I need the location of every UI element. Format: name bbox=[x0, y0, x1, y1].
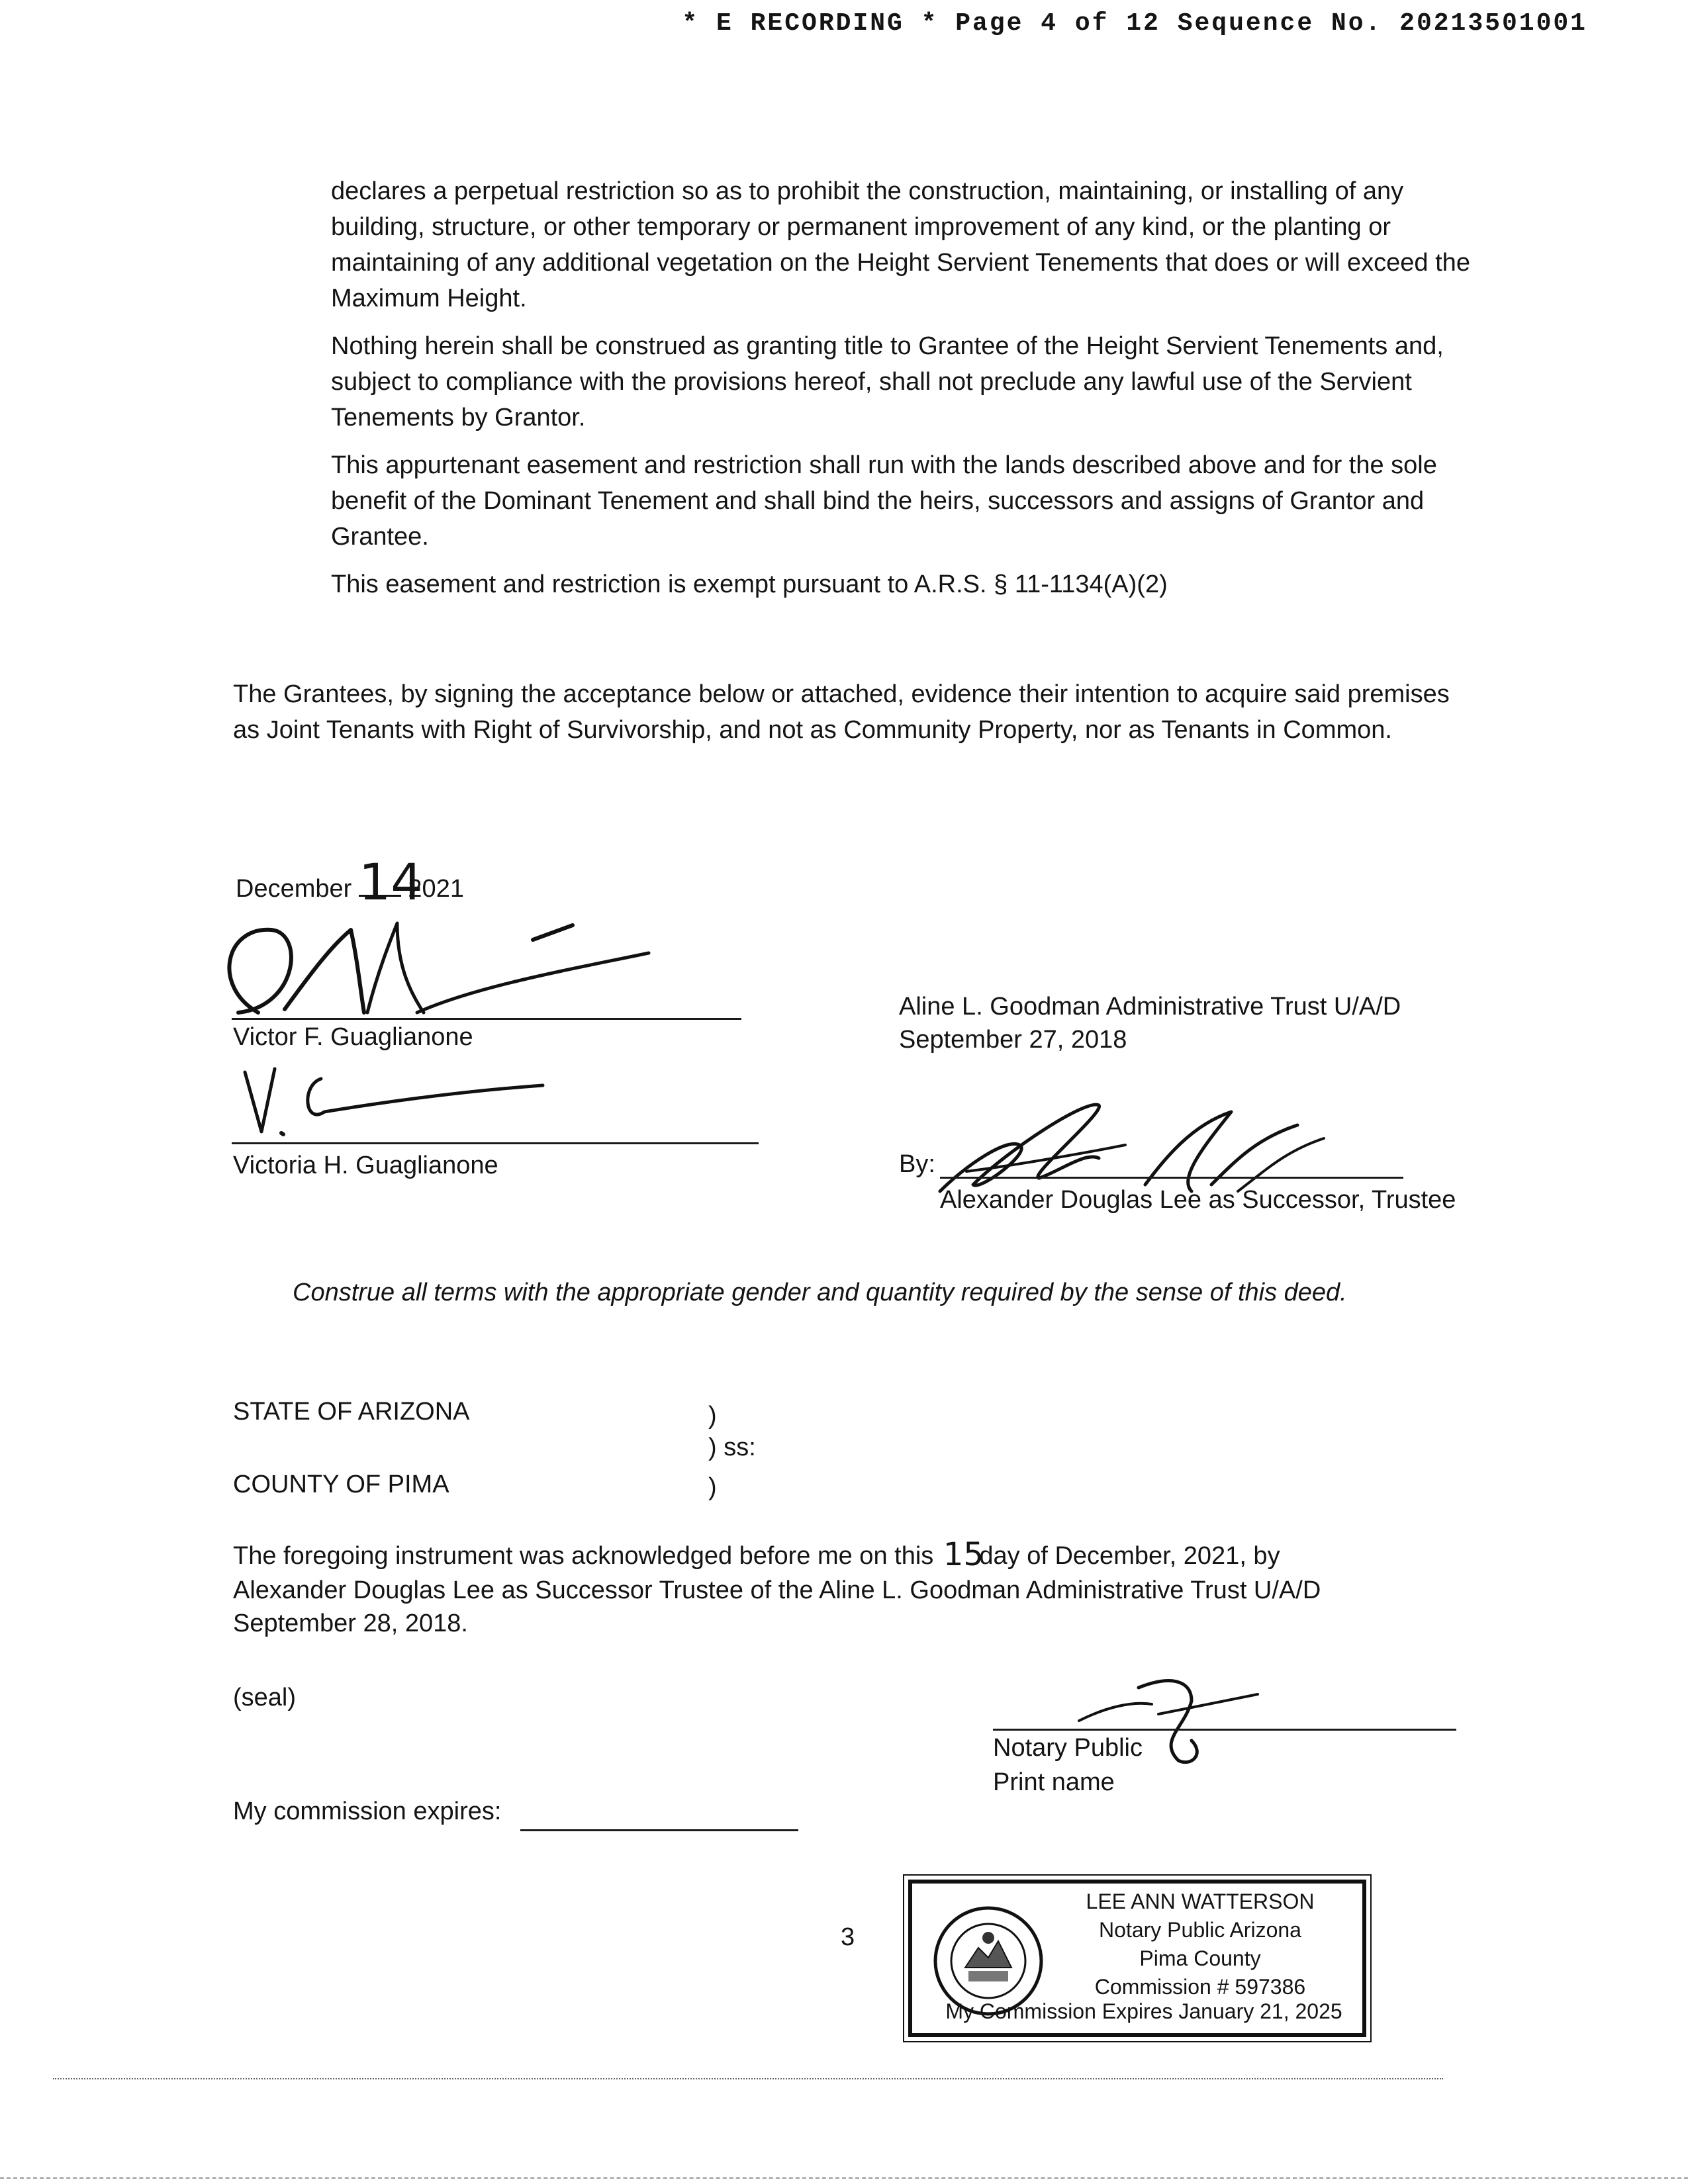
appurtenant-paragraph: This appurtenant easement and restriction shall run with the lands described above and for the sole benefit of the Dominant Tenement and shall bind the heirs, successors and assigns of Grantor and Grantee. bbox=[331, 451, 1437, 551]
seal-label: (seal) bbox=[233, 1684, 297, 1711]
commission-expires-label: My commission expires: bbox=[233, 1797, 502, 1825]
page-number: 3 bbox=[841, 1923, 855, 1951]
stamp-notary-title: Notary Public Arizona bbox=[1099, 1918, 1301, 1942]
ack-text-before: The foregoing instrument was acknowledged before me on this bbox=[233, 1542, 934, 1570]
acknowledgment-line-1 bbox=[233, 1536, 1280, 1573]
scan-artifact-edge bbox=[0, 2177, 1688, 2179]
victoria-signature-line bbox=[232, 1142, 759, 1144]
victoria-signature bbox=[225, 1059, 569, 1145]
restriction-paragraph: declares a perpetual restriction so as to prohibit the construction, maintaining, or installing of any building, structure, or other temporary or permanent improvement of any kind, or the planting or maintaining of any additional vegetation on the Height Servient Tenements that does or will exceed the Maximum Height. bbox=[331, 177, 1470, 312]
trust-name: Aline L. Goodman Administrative Trust U/A/D bbox=[899, 993, 1401, 1021]
date-line bbox=[236, 852, 464, 911]
by-label: By: bbox=[899, 1150, 935, 1178]
construe-note: Construe all terms with the appropriate gender and quantity required by the sense of this deed. bbox=[293, 1279, 1347, 1306]
notary-signature-line bbox=[993, 1729, 1456, 1731]
trustee-signature-line bbox=[940, 1177, 1403, 1179]
trust-date: September 27, 2018 bbox=[899, 1026, 1127, 1054]
scan-artifact-line bbox=[53, 2078, 1443, 2079]
ack-day-handwritten: 15 bbox=[943, 1536, 984, 1573]
stamp-notary-name: LEE ANN WATTERSON bbox=[1086, 1889, 1315, 1913]
stamp-text-block bbox=[1045, 1888, 1356, 2001]
notary-public-label: Notary Public bbox=[993, 1734, 1143, 1762]
victoria-name: Victoria H. Guaglianone bbox=[233, 1152, 498, 1179]
acknowledgment-line-2: Alexander Douglas Lee as Successor Trustee of the Aline L. Goodman Administrative Trust U/A/D bbox=[233, 1576, 1321, 1604]
venue-ss: ) ss: bbox=[708, 1433, 756, 1461]
date-day-handwritten: 14 bbox=[358, 852, 423, 911]
acknowledgment-line-3: September 28, 2018. bbox=[233, 1610, 468, 1637]
grantees-paragraph: The Grantees, by signing the acceptance below or attached, evidence their intention to acquire said premises as Joint Tenants with Right of Survivorship, and not as Community Property, nor as Tenants in Common. bbox=[233, 680, 1450, 744]
stamp-commission-number: Commission # 597386 bbox=[1094, 1975, 1306, 1999]
notary-stamp bbox=[908, 1880, 1366, 2037]
victor-signature bbox=[199, 913, 675, 1032]
notary-print-name: Print name bbox=[993, 1768, 1115, 1796]
ack-text-after: day of December, 2021, by bbox=[979, 1542, 1280, 1570]
recording-header: * E RECORDING * Page 4 of 12 Sequence No. 20213501001 bbox=[682, 9, 1587, 38]
victor-name: Victor F. Guaglianone bbox=[233, 1023, 473, 1051]
victor-signature-line bbox=[232, 1018, 741, 1020]
exemption-paragraph: This easement and restriction is exempt pursuant to A.R.S. § 11-1134(A)(2) bbox=[331, 570, 1168, 598]
date-month: December bbox=[236, 875, 352, 903]
body-indented-block bbox=[331, 173, 1483, 602]
venue-paren-1: ) bbox=[708, 1402, 717, 1430]
title-paragraph: Nothing herein shall be construed as granting title to Grantee of the Height Servient Tenements and, subject to compliance with the provisions hereof, shall not preclude any lawful use of the Servient Tenements by Grantor. bbox=[331, 332, 1444, 432]
commission-expires-line bbox=[520, 1829, 798, 1831]
venue-state: STATE OF ARIZONA bbox=[233, 1398, 470, 1426]
date-year: 2021 bbox=[408, 875, 464, 903]
stamp-expiration: My Commission Expires January 21, 2025 bbox=[945, 1999, 1342, 2023]
venue-paren-3: ) bbox=[708, 1473, 717, 1501]
trustee-name: Alexander Douglas Lee as Successor, Trustee bbox=[940, 1186, 1456, 1214]
venue-county: COUNTY OF PIMA bbox=[233, 1471, 449, 1498]
stamp-county: Pima County bbox=[1139, 1946, 1261, 1970]
